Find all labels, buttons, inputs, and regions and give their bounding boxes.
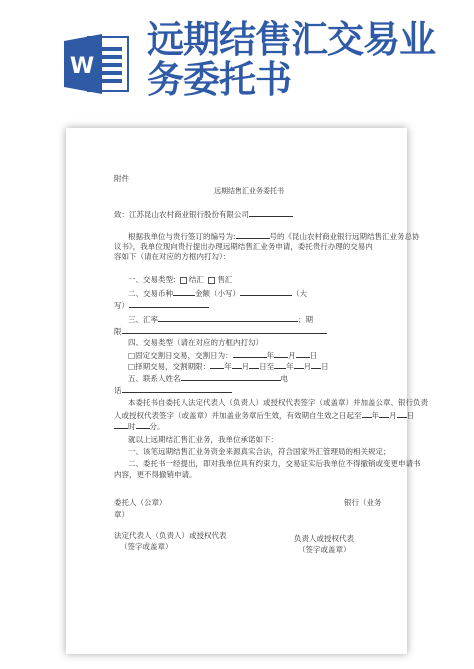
year-label: 年 — [266, 351, 275, 360]
item4-fixed-text: □固定交割日交易，交割日为： — [128, 351, 233, 360]
item2-text-a: 二、交易币种 — [128, 289, 173, 298]
blank — [397, 409, 407, 418]
blank — [362, 409, 372, 418]
blank — [249, 360, 259, 369]
paragraph-1-line-1 — [128, 230, 420, 242]
month-label: 月 — [241, 362, 250, 371]
item-4: 四、交易类型（请在对应的方框内打勾） — [128, 338, 263, 347]
item3-text-b: ；期 — [298, 315, 313, 324]
to-label: 日至 — [259, 362, 275, 371]
bank-rep-label: 负责人或授权代表 — [294, 534, 354, 543]
blank — [311, 360, 321, 369]
blank — [249, 208, 293, 217]
blank — [122, 384, 232, 393]
item-4-option — [128, 360, 329, 372]
item-5-cont — [114, 384, 232, 396]
blank — [379, 409, 389, 418]
paragraph-1-body — [114, 242, 376, 262]
paragraph-2-line-3 — [114, 420, 165, 432]
blank — [173, 287, 195, 296]
to-line — [114, 208, 293, 220]
blank — [240, 287, 292, 296]
legal-rep-label: 法定代表人（负责人）或授权代表 — [114, 531, 227, 540]
blank — [296, 349, 310, 358]
p1-text-c: 议书》，我单位现向贵行提出办理远期结售汇业务申请，委托贵行办理的交易内容如下（请在对 — [114, 242, 373, 261]
client-signature-label: 委托人（公章） — [114, 498, 167, 507]
page-title-line-1: 远期结售汇交易业 — [147, 18, 435, 61]
item5-text-b: 电 — [280, 374, 288, 383]
blank — [233, 349, 267, 358]
item1-opt2: 售汇 — [217, 275, 233, 284]
item3-text-a: 三、汇率 — [128, 315, 158, 324]
item3-text-c: 限 — [114, 327, 122, 336]
item1-label: 一、交易类型: — [128, 275, 176, 284]
year-label: 年 — [224, 362, 232, 371]
p1-text-b: 号的《昆山农村商业银行远期结售汇业务总协 — [269, 232, 420, 241]
item4-option-text: □择期交易，交割期限： — [128, 362, 211, 371]
commitment-1: 一、该笔远期结售汇业务资金来源真实合法，符合国家外汇管理局的相关规定； — [128, 447, 391, 456]
month-label: 月 — [288, 351, 296, 360]
checkbox-sale[interactable] — [208, 277, 215, 284]
commitment-2-line-1: 二、委托书一经提出，即对我单位具有约束力，交易证实后我单位不得撤销或变更申请书 — [128, 459, 421, 468]
minute-label: 分。 — [149, 422, 165, 431]
page-header — [0, 0, 474, 104]
item5-text-c: 话 — [114, 386, 122, 395]
word-document-icon — [62, 33, 132, 95]
word-icon-letter: W — [69, 54, 95, 79]
document-page — [66, 128, 428, 654]
blank — [236, 230, 270, 239]
commitment-2-line-2: 内容，更不得撤销申请。 — [114, 470, 197, 479]
year-label: 年 — [371, 411, 379, 420]
month-label: 月 — [303, 362, 312, 371]
item-3-cont — [114, 325, 327, 337]
month-label: 月 — [389, 411, 397, 420]
checkbox-settlement[interactable] — [180, 277, 187, 284]
blank — [158, 313, 298, 322]
item1-opt1: 结汇 — [188, 275, 204, 284]
attachment-label: 附件 — [114, 174, 129, 183]
bank-rep-sign-note: （签字或盖章） — [298, 545, 351, 554]
paragraph-3: 就以上远期结汇售汇业务，我单位承诺如下： — [128, 435, 278, 444]
item-2-cont — [114, 299, 209, 311]
item-5 — [128, 372, 288, 384]
blank — [114, 420, 128, 429]
p2-text-b: 人或授权代表签字（或盖章）并加盖业务章后生效，有效期自生效之日起至 — [114, 411, 362, 420]
item2-text-d: 写） — [114, 301, 129, 310]
day-label: 日 — [309, 351, 318, 360]
blank — [181, 372, 281, 381]
paragraph-2-line-1: 本委托书自委托人法定代表人（负责人）或授权代表签字（或盖章）并加盖公章、银行负责 — [128, 398, 428, 407]
item-2 — [128, 287, 307, 299]
bank-seal-label: 银行（业务 — [344, 498, 382, 507]
legal-rep-sign-note: （签字或盖章） — [120, 542, 173, 551]
blank — [210, 360, 224, 369]
p1-text-d: 应的方框内打勾）： — [166, 252, 231, 261]
blank — [294, 360, 304, 369]
page-title-line-2: 务委托书 — [147, 58, 291, 101]
blank — [232, 360, 242, 369]
p1-text-a: 根据我单位与贵行签订的编号为: — [128, 232, 236, 241]
day-label: 日 — [321, 362, 329, 371]
day-label: 日 — [406, 411, 414, 420]
year-label: 年 — [286, 362, 294, 371]
blank — [274, 349, 288, 358]
item2-text-c: （大 — [292, 289, 307, 298]
bank-seal-label-cont: 章） — [114, 510, 129, 519]
hour-label: 时 — [128, 422, 136, 431]
document-title: 远期结售汇业务委托书 — [214, 187, 284, 195]
blank — [129, 299, 209, 308]
to-line-text: 致：江苏昆山农村商业银行股份有限公司 — [114, 210, 249, 219]
item5-text-a: 五、联系人姓名 — [128, 374, 181, 383]
item-3 — [128, 313, 313, 325]
blank — [274, 360, 286, 369]
item2-text-b: 金额（小写） — [195, 289, 240, 298]
item-1 — [128, 275, 232, 285]
blank — [122, 325, 327, 334]
blank — [136, 420, 150, 429]
